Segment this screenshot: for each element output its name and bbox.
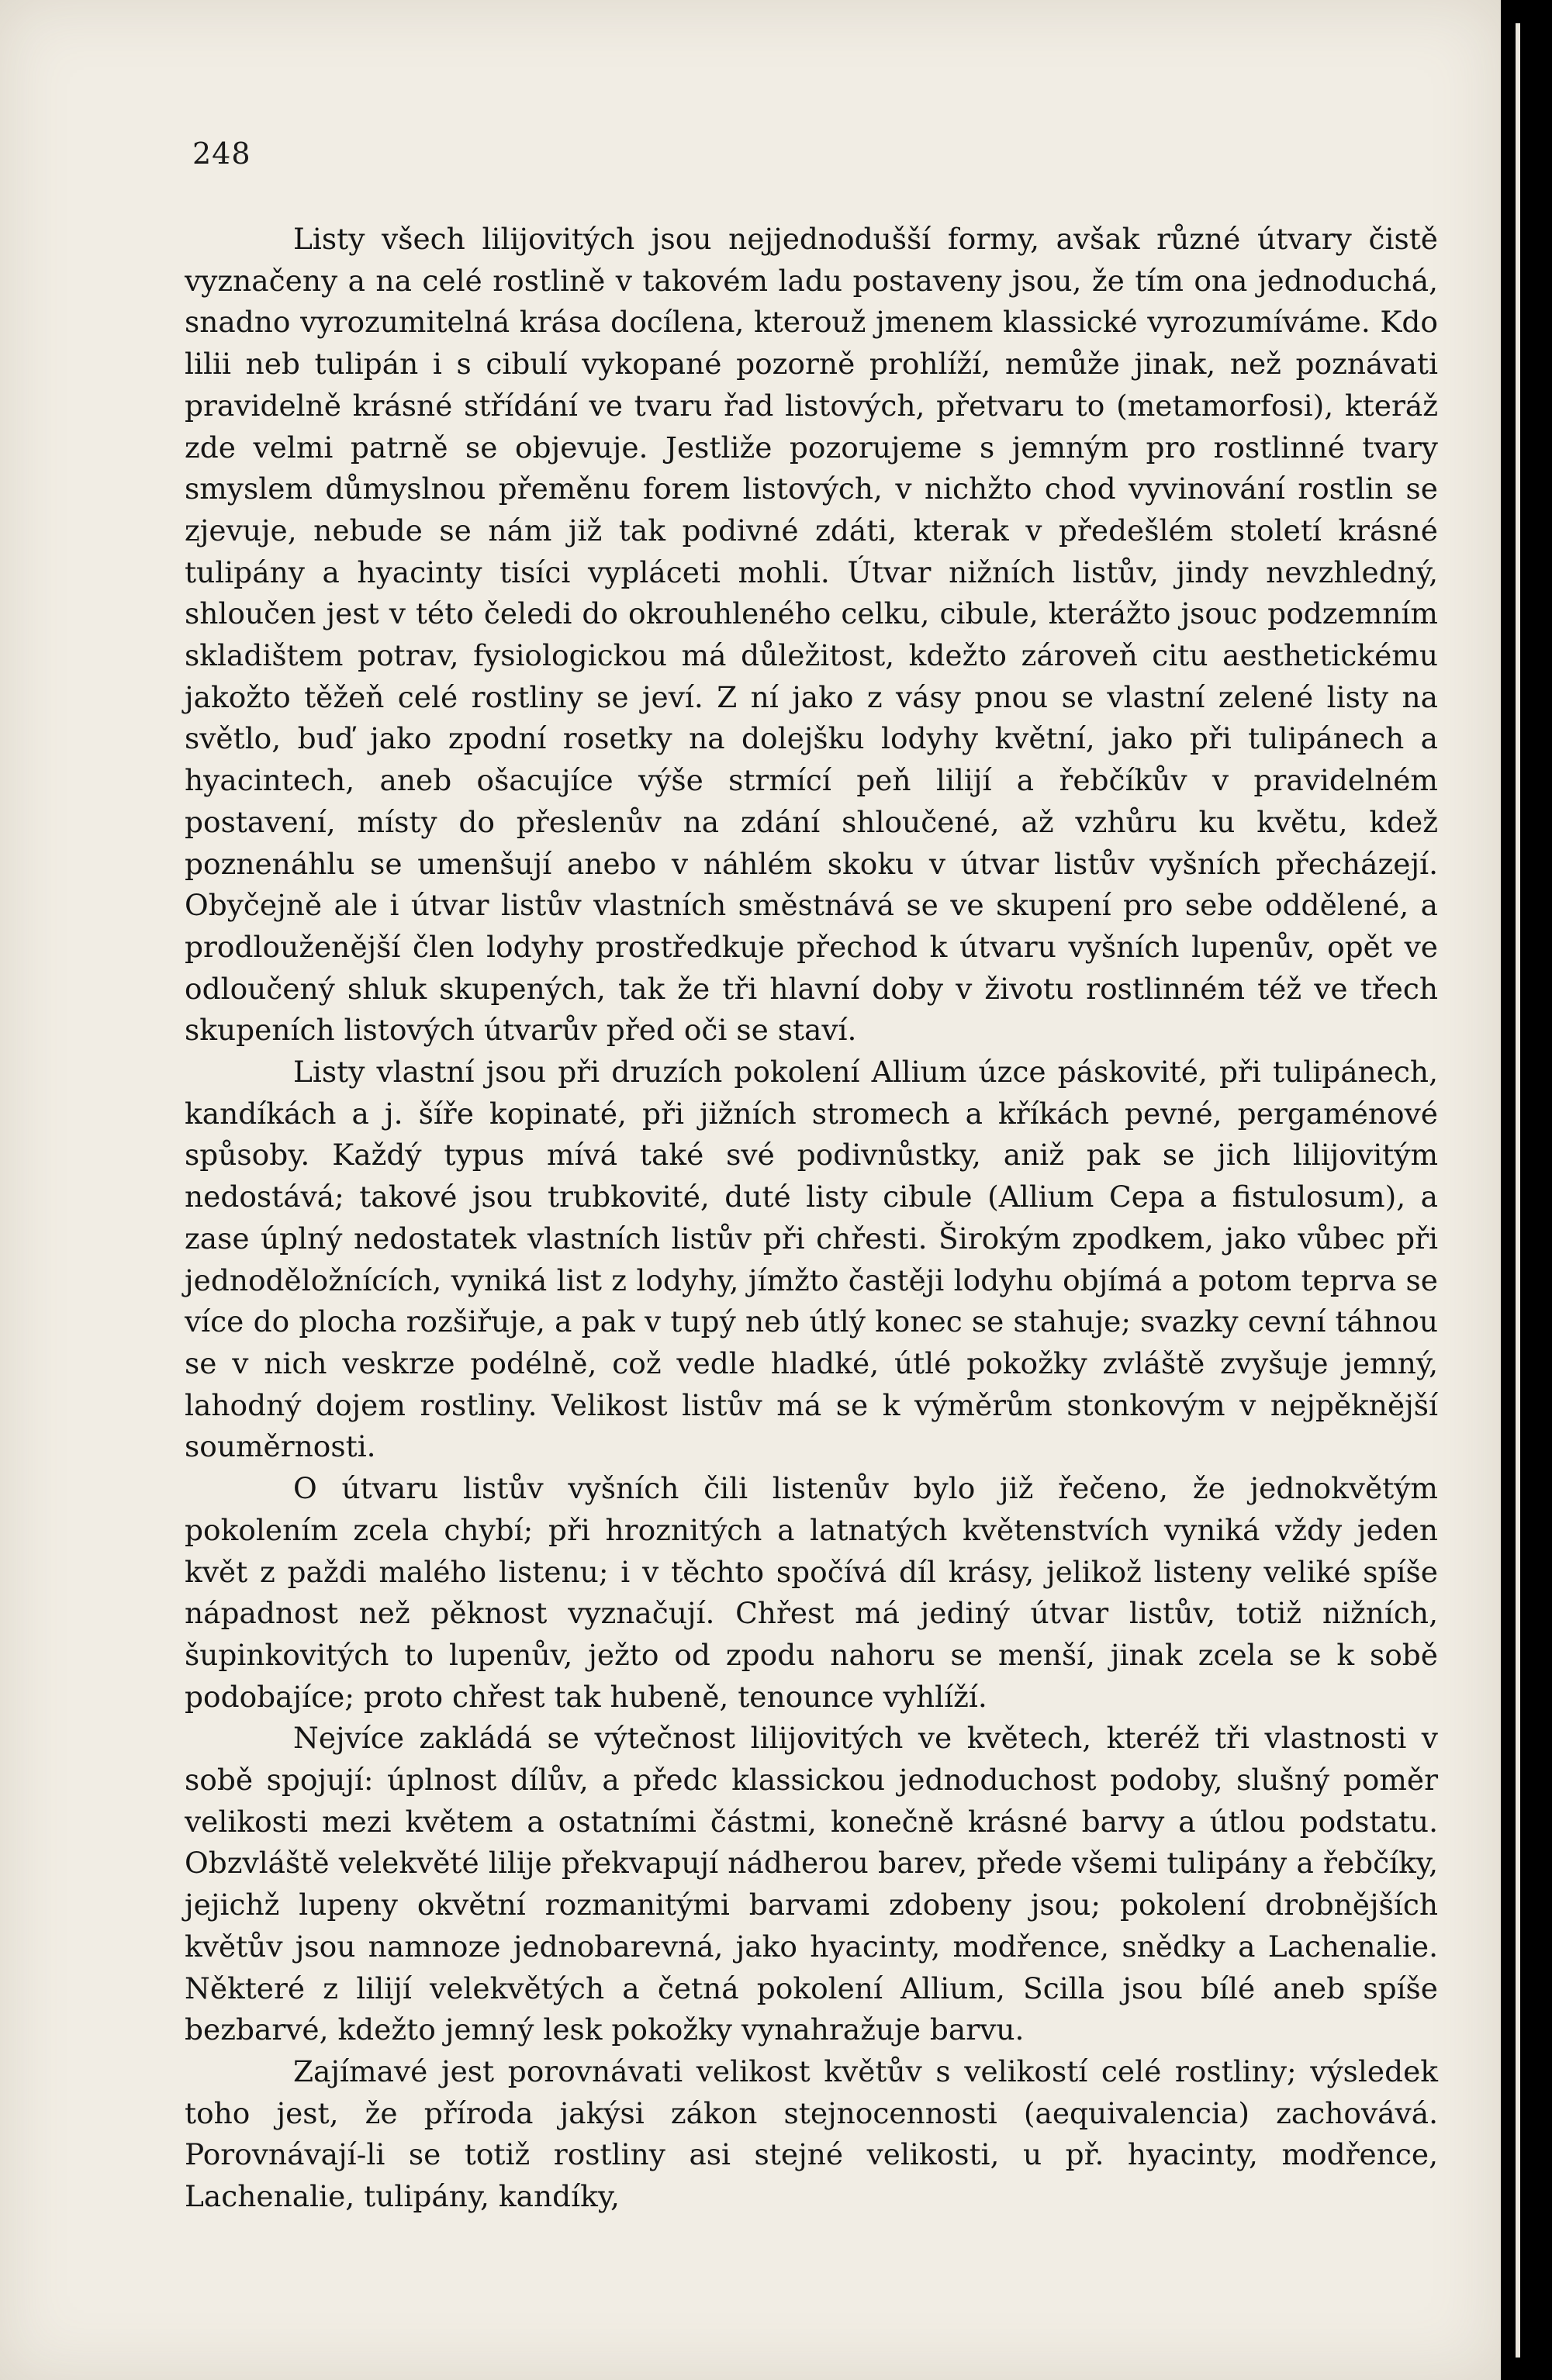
paragraph-3: O útvaru listův vyšních čili listenův bylo již řečeno, že jednokvětým pokolením zcela chybí; při hroznitých a latnatých květenstvích vyniká vždy jeden květ z paždi malého listenu; i v těchto spočívá díl krásy, jelikož listeny veliké spíše nápadnost než pěknost vyznačují. Chřest má jediný útvar listův, totiž nižních, šupinkovitých to lupenův, ježto od zpodu nahoru se menší, jinak zcela se k sobě podobajíce; proto chřest tak hubeně, tenounce vyhlíží.	[185, 1471, 1438, 1714]
paragraph-2: Listy vlastní jsou při druzích pokolení Allium úzce páskovité, při tulipánech, kandíkách a j. šíře kopinaté, při jižních stromech a kříkách pevné, pergaménové spůsoby. Každý typus mívá také své podivnůstky, aniž pak se jich lilijovitým nedostává; takové jsou trubkovité, duté listy cibule (Allium Cepa a fistulosum), a zase úplný nedostatek vlastních listův při chřesti. Širokým zpodkem, jako vůbec při jednoděložnících, vyniká list z lodyhy, jímžto častěji lodyhu objímá a potom teprva se více do plocha rozšiřuje, a pak v tupý neb útlý konec se stahuje; svazky cevní táhnou se v nich veskrze podélně, což vedle hladké, útlé pokožky zvláště zvyšuje jemný, lahodný dojem rostliny. Velikost listův má se k výměrům stonkovým v nejpěknější souměrnosti.	[185, 1055, 1438, 1464]
page-number: 248	[192, 136, 251, 171]
paragraph-1: Listy všech lilijovitých jsou nejjednodušší formy, avšak různé útvary čistě vyznačeny a na celé rostlině v takovém ladu postaveny jsou, že tím ona jednoduchá, snadno vyrozumitelná krása docílena, kterouž jmenem klassické vyrozumíváme. Kdo lilii neb tulipán i s cibulí vykopané pozorně prohlíží, nemůže jinak, než poznávati pravidelně krásné střídání ve tvaru řad listových, přetvaru to (metamorfosi), kteráž zde velmi patrně se objevuje. Jestliže pozorujeme s jemným pro rostlinné tvary smyslem důmyslnou přeměnu forem listových, v nichžto chod vyvinování rostlin se zjevuje, nebude se nám již tak podivné zdáti, kterak v předešlém století krásné tulipány a hyacinty tisíci vypláceti mohli. Útvar nižních listův, jindy nevzhledný, shloučen jest v této čeledi do okrouhleného celku, cibule, kterážto jsouc podzemním skladištem potrav, fysiologickou má důležitost, kdežto zároveň citu aesthetickému jakožto těžeň celé rostliny se jeví. Z ní jako z vásy pnou se vlastní zelené listy na světlo, buď jako zpodní rosetky na dolejšku lodyhy květní, jako při tulipánech a hyacintech, aneb ošacujíce výše strmící peň lilijí a řebčíkův v pravidelném postavení, místy do přeslenův na zdání shloučené, až vzhůru ku květu, kdež poznenáhlu se umenšují anebo v náhlém skoku v útvar listův vyšních přecházejí. Obyčejně ale i útvar listův vlastních směstnává se ve skupení pro sebe oddělené, a prodlouženější člen lodyhy prostředkuje přechod k útvaru vyšních lupenův, opět ve odloučený shluk skupených, tak že tři hlavní doby v životu rostlinném též ve třech skupeních listových útvarův před oči se staví.	[185, 222, 1438, 1048]
paragraph-4: Nejvíce zakládá se výtečnost lilijovitých ve květech, kteréž tři vlastnosti v sobě spojují: úplnost dílův, a předc klassickou jednoduchost podoby, slušný poměr velikosti mezi květem a ostatními částmi, konečně krásné barvy a útlou podstatu. Obzvláště velekvěté lilije překvapují nádherou barev, přede všemi tulipány a řebčíky, jejichž lupeny okvětní rozmanitými barvami zdobeny jsou; pokolení drobnějších květův jsou namnoze jednobarevná, jako hyacinty, modřence, snědky a Lachenalie. Některé z lilijí velekvětých a četná pokolení Allium, Scilla jsou bílé aneb spíše bezbarvé, kdežto jemný lesk pokožky vynahražuje barvu.	[185, 1721, 1438, 2047]
body-text	[185, 219, 1438, 2218]
scan-edge-line	[1516, 23, 1520, 2358]
scan-border	[1501, 0, 1552, 2380]
paragraph-5: Zajímavé jest porovnávati velikost květův s velikostí celé rostliny; výsledek toho jest, že příroda jakýsi zákon stejnocennosti (aequivalencia) zachovává. Porovnávají-li se totiž rostliny asi stejné velikosti, u př. hyacinty, modřence, Lachenalie, tulipány, kandíky,	[185, 2054, 1438, 2214]
